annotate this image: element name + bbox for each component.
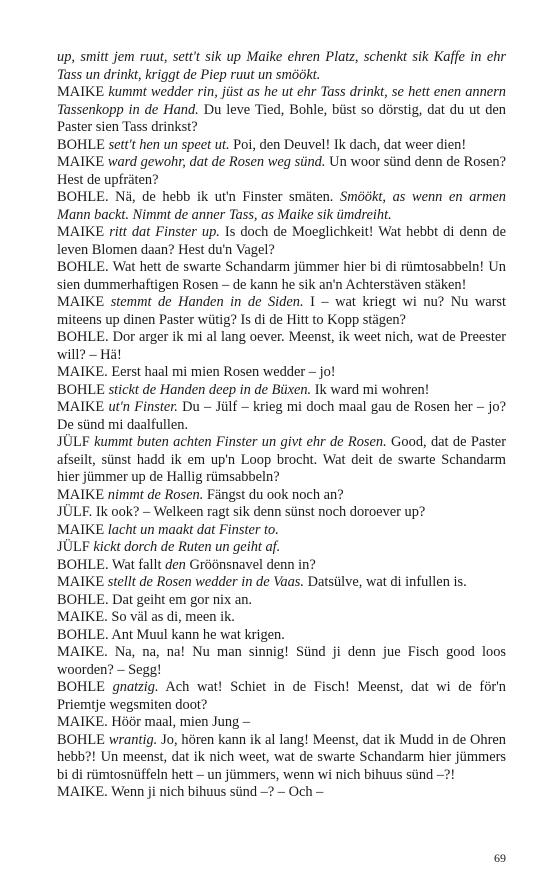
page-text (57, 49, 506, 802)
stage-direction: stellt de Rosen wedder in de Vaas. (107, 574, 305, 590)
dialogue-text: BOHLE (57, 381, 109, 398)
stage-direction: kummt wedder rin, jüst as he ut ehr Tass drinkt, se hett enen annern Tassenkopp in de Hand. (57, 84, 506, 118)
dialogue-paragraph (57, 434, 506, 487)
dialogue-text: Ach wat! Schiet in de Fisch! Meenst, dat wi de för'n Priemtje wegsmiten doot? (57, 679, 506, 713)
dialogue-paragraph (57, 522, 506, 540)
dialogue-text: MAIKE. Höör maal, mien Jung – (57, 714, 251, 730)
stage-direction: ward gewohr, dat de Rosen weg sünd. (107, 154, 326, 170)
dialogue-paragraph (57, 574, 506, 592)
dialogue-text: MAIKE. Eerst haal mi mien Rosen wedder – jo! (57, 364, 336, 380)
dialogue-paragraph (57, 557, 506, 575)
stage-direction: Smöökt, as wenn en armen Mann backt. Nimmt de anner Tass, as Maike sik ümdreiht. (57, 189, 506, 223)
dialogue-text: BOHLE (57, 731, 109, 748)
stage-direction: lacht un maakt dat Finster to. (107, 521, 279, 538)
dialogue-paragraph (57, 487, 506, 505)
dialogue-paragraph (57, 84, 506, 137)
stage-direction: up, smitt jem ruut, sett't sik up Maike ehren Platz, schenkt sik Kaffe in ehr Tass un drinkt, kriggt de Piep ruut un smöökt. (57, 49, 506, 83)
dialogue-text: BOHLE. Dat geiht em gor nix an. (57, 591, 253, 608)
dialogue-paragraph (57, 137, 506, 155)
dialogue-text: Datsülve, wat di infullen is. (304, 574, 467, 590)
dialogue-text: Du – Jülf – krieg mi doch maal gau de Rosen her – jo? De sünd mi daalfullen. (57, 399, 506, 433)
dialogue-paragraph (57, 224, 506, 259)
stage-direction: stemmt de Handen in de Siden. (110, 294, 304, 310)
dialogue-text: BOHLE. Nä, de hebb ik ut'n Finster smäten. (57, 189, 340, 205)
dialogue-text: MAIKE. Na, na, na! Nu man sinnig! Sünd ji denn jue Fisch good loos woorden? – Segg! (57, 644, 506, 678)
dialogue-paragraph (57, 627, 506, 645)
stage-direction: kummt buten achten Finster un givt ehr de Rosen. (94, 434, 387, 450)
stage-direction: ritt dat Finster up. (109, 224, 220, 240)
dialogue-text: MAIKE. Wenn ji nich bihuus sünd –? – Och – (57, 784, 324, 800)
stage-direction: kickt dorch de Ruten un geiht af. (93, 539, 281, 555)
dialogue-text: Ik ward mi wohren! (311, 381, 430, 398)
dialogue-text: BOHLE. Dor arger ik mi al lang oever. Meenst, ik weet nich, wat de Preester will? – Hä! (57, 329, 506, 363)
dialogue-text: BOHLE (57, 679, 113, 695)
stage-direction: den (165, 556, 186, 573)
stage-direction: gnatzig. (112, 679, 159, 695)
dialogue-text: MAIKE (57, 154, 108, 170)
stage-direction: sett't hen un speet ut. (108, 136, 230, 153)
dialogue-text: JÜLF (57, 434, 95, 450)
dialogue-text: BOHLE. Wat fallt (57, 556, 166, 573)
stage-direction: wrantig. (108, 731, 158, 748)
dialogue-text: MAIKE (57, 574, 108, 590)
dialogue-text: MAIKE (57, 486, 108, 503)
dialogue-text: BOHLE. Wat hett de swarte Schandarm jümmer hier bi di rümtosabbeln! Un sien dummerhaftigen Rosen – de kann he sik an'n Achterstäven stäken! (57, 259, 506, 293)
dialogue-paragraph (57, 189, 506, 224)
dialogue-paragraph (57, 259, 506, 294)
dialogue-paragraph (57, 714, 506, 732)
dialogue-paragraph (57, 399, 506, 434)
dialogue-paragraph (57, 784, 506, 802)
dialogue-text: BOHLE (57, 136, 109, 153)
dialogue-paragraph (57, 154, 506, 189)
dialogue-text: Gröönsnavel denn in? (185, 556, 316, 573)
dialogue-paragraph (57, 364, 506, 382)
stage-direction: stickt de Handen deep in de Büxen. (108, 381, 312, 398)
dialogue-paragraph (57, 504, 506, 522)
stage-direction: nimmt de Rosen. (107, 486, 204, 503)
dialogue-text: I – wat kriegt wi nu? Nu warst miteens up dinen Paster wütig? Is di de Hitt to Kopp stägen? (57, 294, 506, 328)
dialogue-text: Fängst du ook noch an? (203, 486, 344, 503)
dialogue-paragraph (57, 49, 506, 84)
dialogue-text: JÜLF. Ik ook? – Welkeen ragt sik denn sünst noch doroever up? (57, 504, 426, 520)
dialogue-text: BOHLE. Ant Muul kann he wat krigen. (57, 626, 285, 643)
dialogue-text: Is doch de Moeglichkeit! Wat hebbt di denn de leven Blomen daan? Hest du'n Vagel? (57, 224, 506, 258)
dialogue-paragraph (57, 679, 506, 714)
dialogue-text: MAIKE. So väl as di, meen ik. (57, 609, 235, 625)
dialogue-text: MAIKE (57, 294, 111, 310)
dialogue-text: Jo, hören kann ik al lang! Meenst, dat ik Mudd in de Ohren hebb?! Un meenst, dat ik nich weet, wat de swarte Schandarm hier jümmers bi di rümtosnüffeln hett – un jümmers, wenn wi nich bihuus sünd –?! (57, 731, 506, 783)
dialogue-paragraph (57, 294, 506, 329)
dialogue-paragraph (57, 539, 506, 557)
dialogue-paragraph (57, 592, 506, 610)
dialogue-text: MAIKE (57, 224, 110, 240)
dialogue-text: Poi, den Deuvel! Ik dach, dat weer dien! (229, 136, 467, 153)
dialogue-paragraph (57, 732, 506, 785)
dialogue-text: JÜLF (57, 539, 94, 555)
page-number: 69 (494, 851, 506, 865)
dialogue-paragraph (57, 329, 506, 364)
dialogue-paragraph (57, 644, 506, 679)
stage-direction: ut'n Finster. (108, 399, 178, 415)
dialogue-text: MAIKE (57, 521, 108, 538)
dialogue-paragraph (57, 609, 506, 627)
dialogue-text: MAIKE (57, 84, 109, 100)
dialogue-text: Good, dat de Paster afseilt, sünst hadd ik em up'n Loop brocht. Wat deit de swarte Schandarm hier jümmer up de Hallig rümsabbeln? (57, 434, 506, 485)
dialogue-paragraph (57, 382, 506, 400)
dialogue-text: Un woor sünd denn de Rosen? Hest de upfräten? (57, 154, 506, 188)
dialogue-text: Du leve Tied, Bohle, büst so dörstig, dat du ut den Paster sien Tass drinkst? (57, 101, 507, 135)
dialogue-text: MAIKE (57, 399, 109, 415)
